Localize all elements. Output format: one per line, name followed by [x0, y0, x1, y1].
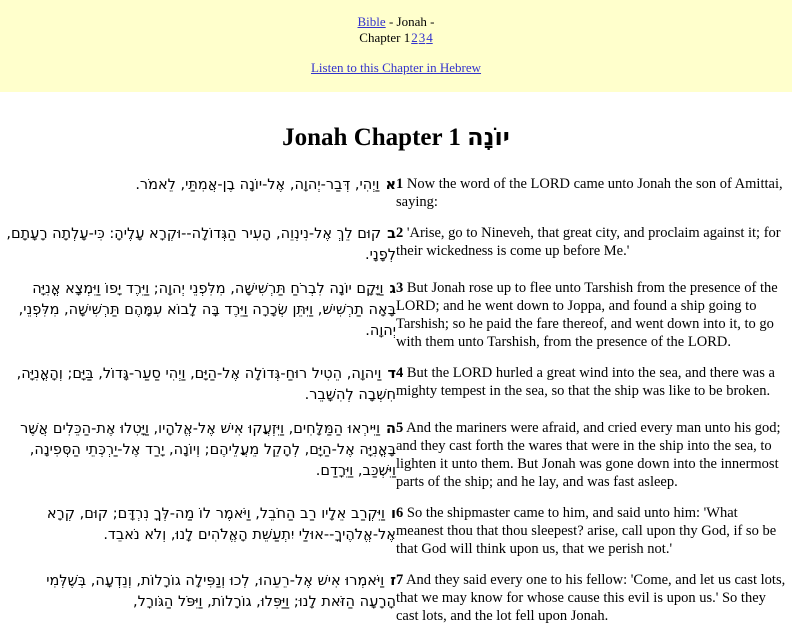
page-title-hebrew: יוֹנָה: [467, 123, 510, 151]
english-verse-text: But Jonah rose up to flee unto Tarshish from the presence of the LORD; and he went down to Joppa, and found a ship going to Tarshish; so he paid the fare thereof, and went down into it, to go with them unto Tarshish, from the presence of the LORD.: [396, 280, 778, 350]
hebrew-verse-letter: א: [385, 177, 396, 193]
english-verse-cell: [396, 419, 786, 504]
hebrew-verse-letter: ג: [389, 281, 396, 297]
english-verse-number: 4: [396, 365, 404, 381]
chapter-link-4[interactable]: 4: [426, 30, 433, 45]
hebrew-verse-cell: [6, 504, 396, 571]
hebrew-verse-cell: [6, 364, 396, 419]
english-verse-number: 7: [396, 572, 404, 588]
english-verse-cell: [396, 364, 786, 419]
listen-audio-row: [0, 60, 792, 76]
hebrew-verse-text: קוּם לֵךְ אֶל-נִינְוֵה, הָעִיר הַגְּדוֹלָה--וּקְרָא עָלֶיהָ: כִּי-עָלְתָה רָעָתָם, לְפָנָי.: [6, 226, 396, 263]
table-row: [6, 175, 786, 224]
english-verse-cell: [396, 224, 786, 279]
hebrew-verse-text: וַיהוָה, הֵטִיל רוּחַ-גְּדוֹלָה אֶל-הַיָּם, וַיְהִי סַעַר-גָּדוֹל, בַּיָּם; וְהָאֳנִיָּה, חִשְׁבָה לְהִשָּׁבֵר.: [16, 366, 396, 403]
hebrew-verse-letter: ד: [387, 366, 396, 382]
english-verse-number: 5: [396, 420, 404, 436]
verse-table-body: [6, 175, 786, 638]
hebrew-verse-text: וַיֹּאמְרוּ אִישׁ אֶל-רֵעֵהוּ, לְכוּ וְנַפִּילָה גוֹרָלוֹת, וְנֵדְעָה, בְּשֶׁלְּמִי הָרָעָה הַזֹּאת לָנוּ; וַיַּפִּלוּ, גוֹרָלוֹת, וַיִּפֹּל הַגֹּורָל,: [46, 573, 396, 610]
table-row: [6, 571, 786, 638]
english-verse-text: 'Arise, go to Nineveh, that great city, and proclaim against it; for their wickedness is come up before Me.': [396, 225, 781, 259]
page-title: [0, 122, 792, 153]
english-verse-text: So the shipmaster came to him, and said unto him: 'What meanest thou that thou sleepest? arise, call upon thy God, if so be that God will think upon us, that we perish not.': [396, 505, 777, 557]
chapter-selector: [0, 30, 792, 46]
table-row: [6, 224, 786, 279]
english-verse-number: 1: [396, 176, 404, 192]
listen-chapter-hebrew-link[interactable]: Listen to this Chapter in Hebrew: [310, 60, 482, 75]
english-verse-text: Now the word of the LORD came unto Jonah the son of Amittai, saying:: [396, 176, 783, 210]
breadcrumb-book-name: Jonah: [396, 14, 427, 29]
breadcrumb-separator-2: -: [426, 14, 435, 29]
chapter-label: Chapter: [359, 30, 401, 45]
hebrew-verse-cell: [6, 419, 396, 504]
hebrew-verse-cell: [6, 175, 396, 224]
chapter-link-2[interactable]: 2: [411, 30, 418, 45]
bible-home-link[interactable]: Bible: [357, 14, 386, 29]
hebrew-verse-letter: ב: [387, 226, 396, 242]
breadcrumb: [0, 14, 792, 30]
breadcrumb-separator-1: -: [385, 14, 397, 29]
verse-table: [6, 175, 786, 638]
table-row: [6, 419, 786, 504]
hebrew-verse-cell: [6, 571, 396, 638]
hebrew-verse-cell: [6, 279, 396, 364]
hebrew-verse-text: וַיִּקְרַב אֵלָיו רַב הַחֹבֵל, וַיֹּאמֶר לוֹ מַה-לְּךָ נִרְדָּם; קוּם, קְרָא אֶל-אֱלֹהֶיךָ--אוּלַי יִתְעַשֵּׁת הָאֱלֹהִים לָנוּ, וְלֹא נֹאבֵד.: [46, 506, 396, 543]
hebrew-verse-text: וַיְהִי, דְּבַר-יְהוָה, אֶל-יוֹנָה בֶן-אֲמִתַּי, לֵאמֹר.: [135, 177, 380, 193]
english-verse-number: 2: [396, 225, 404, 241]
chapter-link-3[interactable]: 3: [418, 30, 426, 45]
english-verse-cell: [396, 571, 786, 638]
hebrew-verse-text: וַיִּירְאוּ הַמַּלָּחִים, וַיִּזְעֲקוּ אִישׁ אֶל-אֱלֹהָיו, וַיָּטִלוּ אֶת-הַכֵּלִים אֲשֶׁר בָּאֳנִיָּה אֶל-הַיָּם, לְהָקֵל מֵעֲלֵיהֶם; וְיוֹנָה, יָרַד אֶל-יַרְכְּתֵי הַסְּפִינָה, וַיִּשְׁכַּב, וַיֵּרָדַם.: [20, 421, 396, 479]
page-title-english: Jonah Chapter 1: [282, 124, 461, 151]
english-verse-text: And they said every one to his fellow: 'Come, and let us cast lots, that we may know for whose cause this evil is upon us.' So they cast lots, and the lot fell upon Jonah.: [396, 572, 786, 624]
english-verse-number: 6: [396, 505, 404, 521]
english-verse-cell: [396, 504, 786, 571]
hebrew-verse-text: וַיָּקָם יוֹנָה לִבְרֹחַ תַּרְשִׁישָׁה, מִלִּפְנֵי יְהוָה; וַיֵּרֶד יָפוֹ וַיִּמְצָא אֳנִיָּה בָּאָה תַרְשִׁישׁ, וַיִּתֵּן שְׂכָרָה וַיֵּרֶד בָּה לָבוֹא עִמָּהֶם תַּרְשִׁישָׁה, מִלִּפְנֵי, יְהוָה.: [18, 281, 396, 339]
table-row: [6, 364, 786, 419]
english-verse-number: 3: [396, 280, 404, 296]
table-row: [6, 279, 786, 364]
english-verse-cell: [396, 175, 786, 224]
top-navigation-banner: [0, 0, 792, 92]
hebrew-verse-letter: ו: [391, 506, 396, 522]
hebrew-verse-cell: [6, 224, 396, 279]
chapter-current-1: 1: [403, 30, 411, 45]
english-verse-text: And the mariners were afraid, and cried every man unto his god; and they cast forth the wares that were in the ship into the sea, to lighten it unto them. But Jonah was gone down into the innermost parts of the ship; and he lay, and was fast asleep.: [396, 420, 781, 490]
english-verse-text: But the LORD hurled a great wind into the sea, and there was a mighty tempest in the sea, so that the ship was like to be broken.: [396, 365, 775, 399]
hebrew-verse-letter: ה: [386, 421, 396, 437]
table-row: [6, 504, 786, 571]
hebrew-verse-letter: ז: [390, 573, 396, 589]
english-verse-cell: [396, 279, 786, 364]
